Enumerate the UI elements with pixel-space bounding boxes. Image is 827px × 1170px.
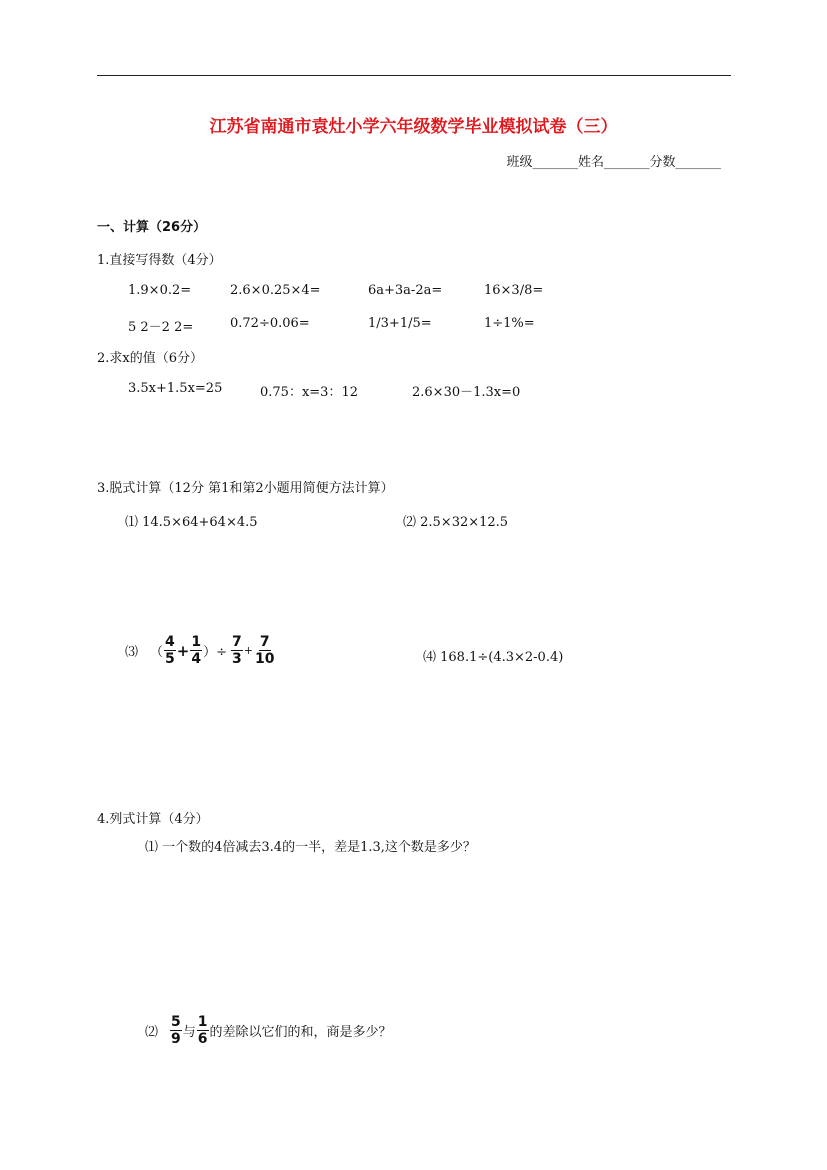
q1-item: 0.72÷0.06= xyxy=(230,316,310,331)
denominator: 6 xyxy=(197,1031,208,1047)
q1-item: 1.9×0.2= xyxy=(128,283,192,298)
connector-text: 与 xyxy=(182,1025,196,1040)
q4-part-2 xyxy=(145,1014,392,1047)
page-title: 江苏省南通市袁灶小学六年级数学毕业模拟试卷（三） xyxy=(209,117,618,137)
numerator: 1 xyxy=(197,1014,208,1030)
header-rule xyxy=(97,75,731,76)
q4-heading: 4.列式计算（4分） xyxy=(97,812,209,827)
q1-item: 1÷1%= xyxy=(484,316,535,331)
student-info-line: 班级_______姓名_______分数_______ xyxy=(506,155,721,170)
q4-part-2-label: ⑵ xyxy=(145,1025,159,1040)
q1-item: 16×3/8= xyxy=(484,283,544,298)
question-tail: 的差除以它们的和，商是多少？ xyxy=(209,1025,392,1040)
q1-item: 2.6×0.25×4= xyxy=(230,283,321,298)
numerator: 1 xyxy=(191,634,202,650)
close-paren-divide: ）÷ xyxy=(203,645,228,660)
q3-heading: 3.脱式计算（12分 第1和第2小题用简便方法计算） xyxy=(97,481,394,496)
open-paren: （ xyxy=(150,645,164,660)
section-heading-calc: 一、计算（26分） xyxy=(97,220,207,235)
plus-sign: + xyxy=(176,641,190,660)
fraction xyxy=(254,634,275,667)
plus-sign: + xyxy=(243,644,253,657)
q4-part-1: ⑴ 一个数的4倍减去3.4的一半，差是1.3,这个数是多少？ xyxy=(145,840,476,855)
denominator: 10 xyxy=(254,651,275,667)
numerator: 7 xyxy=(232,634,242,650)
denominator: 4 xyxy=(191,651,202,667)
q1-item: 6a+3a-2a= xyxy=(368,283,443,298)
q3-part-4: ⑷ 168.1÷(4.3×2-0.4) xyxy=(423,650,564,665)
fraction xyxy=(170,1014,182,1047)
q3-part-2: ⑵ 2.5×32×12.5 xyxy=(403,515,509,530)
q3-part-3-label: ⑶ xyxy=(125,645,139,660)
fraction xyxy=(197,1014,209,1047)
q2-item: 2.6×30－1.3x=0 xyxy=(412,385,521,400)
q1-item: 1/3+1/5= xyxy=(368,316,432,331)
q1-heading: 1.直接写得数（4分） xyxy=(97,253,222,268)
fraction xyxy=(164,634,176,667)
fraction xyxy=(190,634,202,667)
numerator: 4 xyxy=(165,634,175,650)
q3-part-1: ⑴ 14.5×64+64×4.5 xyxy=(125,515,258,530)
denominator: 3 xyxy=(232,651,242,667)
numerator: 5 xyxy=(171,1014,181,1030)
denominator: 9 xyxy=(171,1031,181,1047)
q2-item: 3.5x+1.5x=25 xyxy=(128,381,223,396)
fraction xyxy=(231,634,243,667)
q1-item: 5 2－2 2= xyxy=(128,320,194,335)
q2-heading: 2.求x的值（6分） xyxy=(97,351,204,366)
denominator: 5 xyxy=(165,651,175,667)
q3-part-3 xyxy=(125,634,276,667)
q2-item: 0.75：x=3：12 xyxy=(260,385,358,400)
numerator: 7 xyxy=(259,634,270,650)
